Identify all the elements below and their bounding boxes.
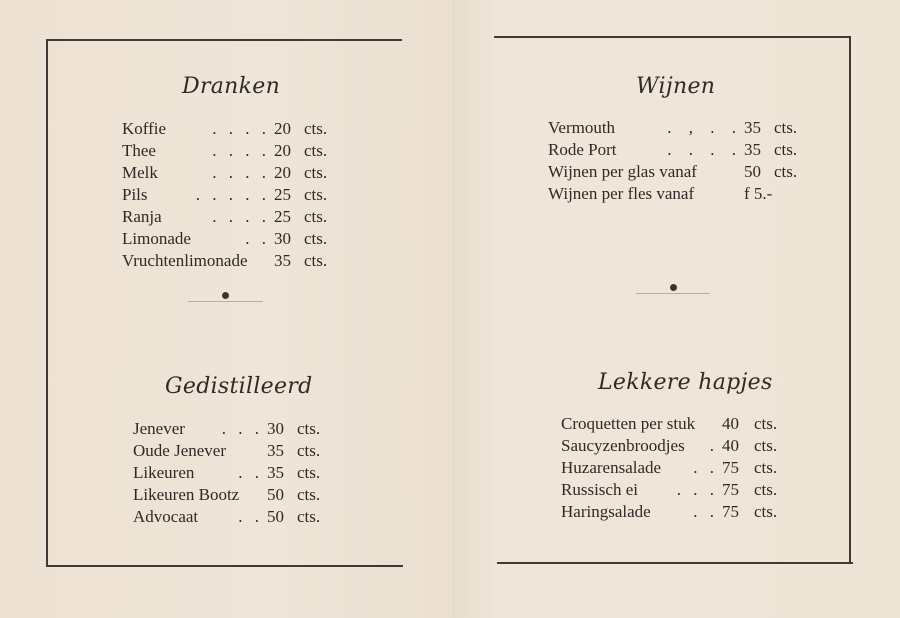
menu-item-unit: cts. [774, 162, 798, 181]
menu-item-unit: cts. [304, 163, 328, 182]
menu-item [133, 418, 353, 440]
menu-item [122, 140, 362, 162]
menu-item-price: 20 [274, 119, 291, 138]
menu-item-price: f 5.- [744, 184, 773, 203]
menu-item-price: 30 [267, 419, 284, 438]
menu-item [122, 250, 362, 272]
menu-item-leader-dots: . , . . [667, 118, 736, 137]
menu-item-leader-dots: . . . . [212, 207, 266, 226]
menu-item-unit: cts. [304, 207, 328, 226]
menu-item-name: Advocaat [133, 507, 199, 526]
menu-item-price: 50 [267, 485, 284, 504]
menu-item [548, 183, 808, 205]
menu-item-price: 30 [274, 229, 291, 248]
menu-item-price: 25 [274, 207, 291, 226]
menu-item-price: 20 [274, 141, 291, 160]
menu-item [561, 435, 801, 457]
menu-item-unit: cts. [304, 119, 328, 138]
menu-item-name: Wijnen per glas vanaf [548, 162, 697, 181]
menu-item-leader-dots: . . . . [212, 141, 266, 160]
menu-item-unit: cts. [297, 441, 321, 460]
menu-item [122, 184, 362, 206]
menu-item-unit: cts. [754, 502, 778, 521]
menu-item-leader-dots: . . . . [212, 119, 266, 138]
menu-item [133, 484, 353, 506]
menu-item-price: 25 [274, 185, 291, 204]
menu-list-lekkere-hapjes [561, 413, 801, 523]
section-divider-line [188, 301, 263, 302]
menu-item-leader-dots: . . . . [212, 163, 266, 182]
menu-item-unit: cts. [297, 485, 321, 504]
menu-item [133, 440, 353, 462]
menu-item-unit: cts. [304, 141, 328, 160]
menu-item [122, 206, 362, 228]
menu-item-price: 35 [274, 251, 291, 270]
menu-item-unit: cts. [754, 436, 778, 455]
menu-item-leader-dots: . . . [221, 419, 259, 438]
menu-item-leader-dots: . . [238, 463, 259, 482]
menu-item-name: Melk [122, 163, 158, 182]
menu-item-name: Huzarensalade [561, 458, 662, 477]
menu-item-unit: cts. [754, 458, 778, 477]
menu-item-price: 20 [274, 163, 291, 182]
section-title-gedistilleerd: Gedistilleerd [165, 374, 313, 399]
menu-item-unit: cts. [304, 229, 328, 248]
menu-item [561, 457, 801, 479]
menu-item-leader-dots: . . . . [667, 140, 736, 159]
menu-item-price: 50 [267, 507, 284, 526]
menu-item-name: Haringsalade [561, 502, 651, 521]
menu-item-leader-dots: . . [693, 458, 714, 477]
menu-item-unit: cts. [297, 463, 321, 482]
menu-item-name: Vruchtenlimonade [122, 251, 248, 270]
menu-item-name: Jenever [133, 419, 185, 438]
menu-list-wijnen [548, 117, 808, 205]
menu-item-price: 35 [744, 118, 761, 137]
menu-item-name: Pils [122, 185, 148, 204]
menu-item-leader-dots: . . . [676, 480, 714, 499]
menu-item-price: 50 [744, 162, 761, 181]
menu-item-leader-dots: . . [238, 507, 259, 526]
menu-item-price: 40 [722, 414, 739, 433]
left-frame-left [46, 39, 48, 567]
menu-item-price: 35 [744, 140, 761, 159]
menu-item-leader-dots: . . . . . [195, 185, 266, 204]
menu-item [122, 162, 362, 184]
section-divider-dot [670, 284, 677, 291]
menu-item-leader-dots: . . [693, 502, 714, 521]
page-fold [449, 0, 452, 618]
menu-item-name: Rode Port [548, 140, 617, 159]
menu-item [561, 501, 801, 523]
menu-item [548, 139, 808, 161]
menu-item-price: 75 [722, 480, 739, 499]
section-title-dranken: Dranken [182, 74, 281, 99]
menu-item-unit: cts. [304, 185, 328, 204]
menu-item-name: Koffie [122, 119, 167, 138]
menu-item [548, 161, 808, 183]
menu-item-name: Limonade [122, 229, 191, 248]
menu-item [122, 228, 362, 250]
menu-item [133, 506, 353, 528]
menu-item-name: Russisch ei [561, 480, 638, 499]
menu-item-unit: cts. [297, 507, 321, 526]
right-frame-bottom [497, 562, 853, 564]
menu-item-price: 35 [267, 463, 284, 482]
menu-item-unit: cts. [774, 140, 798, 159]
section-title-lekkere-hapjes: Lekkere hapjes [598, 370, 773, 395]
menu-item [122, 118, 362, 140]
left-frame-top [46, 39, 402, 41]
menu-item [561, 479, 801, 501]
menu-item-name: Likeuren [133, 463, 195, 482]
menu-list-gedistilleerd [133, 418, 353, 528]
right-frame-top [494, 36, 850, 38]
section-divider-line [636, 293, 710, 294]
menu-item-name: Wijnen per fles vanaf [548, 184, 695, 203]
menu-item-name: Croquetten per stuk [561, 414, 696, 433]
menu-item [548, 117, 808, 139]
left-frame-bottom [47, 565, 403, 567]
menu-item [133, 462, 353, 484]
menu-item-leader-dots: . [709, 436, 714, 455]
menu-item-price: 40 [722, 436, 739, 455]
menu-item-unit: cts. [754, 414, 778, 433]
menu-item-name: Likeuren Bootz [133, 485, 240, 504]
menu-item-name: Ranja [122, 207, 162, 226]
menu-item-price: 75 [722, 458, 739, 477]
menu-item-name: Vermouth [548, 118, 616, 137]
menu-item-unit: cts. [774, 118, 798, 137]
section-title-wijnen: Wijnen [636, 74, 716, 99]
menu-item-price: 75 [722, 502, 739, 521]
menu-item-price: 35 [267, 441, 284, 460]
section-divider-dot [222, 292, 229, 299]
menu-item-name: Oude Jenever [133, 441, 226, 460]
menu-item-name: Thee [122, 141, 156, 160]
menu-item [561, 413, 801, 435]
right-frame-right [849, 36, 851, 564]
menu-item-leader-dots: . . [245, 229, 266, 248]
menu-item-unit: cts. [297, 419, 321, 438]
menu-item-unit: cts. [754, 480, 778, 499]
menu-item-name: Saucyzenbroodjes [561, 436, 685, 455]
menu-item-unit: cts. [304, 251, 328, 270]
menu-list-dranken [122, 118, 362, 272]
